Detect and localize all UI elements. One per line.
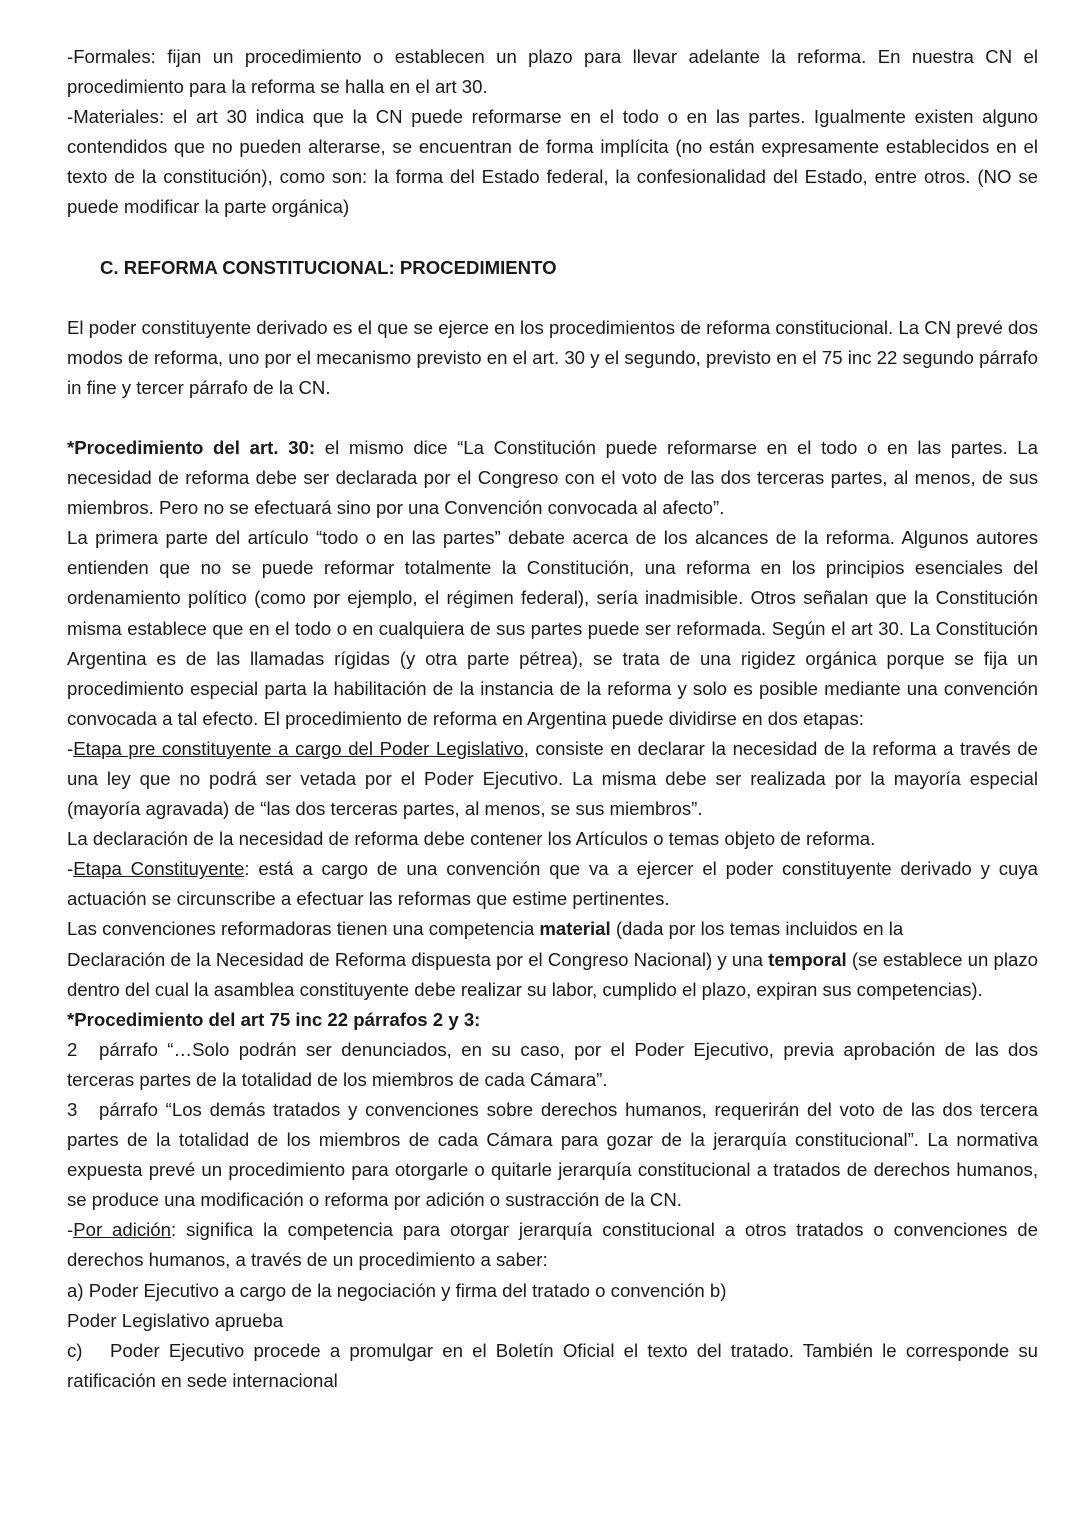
paragraph-etapa-constituyente: [67, 854, 1038, 914]
conv-temporal: temporal: [768, 948, 847, 970]
etapa-const-label: Etapa Constituyente: [73, 858, 245, 880]
parrafo-2-text: párrafo “…Solo podrán ser denunciados, en su caso, por el Poder Ejecutivo, previa aprobación de las dos terceras partes de la totalidad de los miembros de cada Cámara”.: [67, 1038, 1038, 1090]
paragraph-art30: [67, 433, 1038, 523]
list-item-a: a) Poder Ejecutivo a cargo de la negociación y firma del tratado o convención b): [67, 1279, 727, 1301]
paragraph-convenciones-rest: [67, 945, 1038, 1005]
art75-label: *Procedimiento del art 75 inc 22 párrafos 2 y 3:: [67, 1008, 481, 1030]
etapa-pre-label: Etapa pre constituyente a cargo del Poder Legislativo: [73, 737, 524, 759]
adicion-label: Por adición: [73, 1219, 171, 1241]
conv-text-4: (se establece un plazo dentro del cual la asamblea constituyente debe realizar su labor, cumplido el plazo, expiran sus competencias).: [67, 948, 1038, 1000]
parrafo-3-number: 3: [67, 1099, 78, 1120]
spacer: [67, 403, 1038, 433]
paragraph-intro: El poder constituyente derivado es el que se ejerce en los procedimientos de reforma constitucional. La CN prevé dos modos de reforma, uno por el mecanismo previsto en el art. 30 y el segundo, previsto en el 75 inc 22 segundo párrafo in fine y tercer párrafo de la CN.: [67, 316, 1038, 398]
paragraph-parrafo-3: [67, 1095, 1038, 1215]
paragraph-materiales: -Materiales: el art 30 indica que la CN puede reformarse en el todo o en las partes. Igualmente existen alguno contendidos que no pueden alterarse, se encuentran de forma implícita (no están expresamente establecidos en el texto de la constitución), como son: la forma del Estado federal, la confesionalidad del Estado, entre otros. (NO se puede modificar la parte orgánica): [67, 106, 1038, 218]
conv-material: material: [539, 918, 611, 940]
paragraph-art75-heading: [67, 1005, 1038, 1035]
paragraph-por-adicion: [67, 1215, 1038, 1275]
etapa-pre-text: , consiste en declarar la necesidad de la reforma a través de una ley que no podrá ser vetada por el Poder Ejecutivo. La misma debe ser realizada por la mayoría especial (mayoría agravada) de “las dos terceras partes, al menos, se sus miembros”.: [67, 737, 1038, 820]
art30-label: *Procedimiento del art. 30:: [67, 436, 316, 458]
adicion-text: : significa la competencia para otorgar jerarquía constitucional a otros tratados o convenciones de derechos humanos, a través de un procedimiento a saber:: [67, 1219, 1038, 1271]
paragraph-convenciones-line1: [67, 914, 1038, 944]
paragraph-primera-parte: La primera parte del artículo “todo o en las partes” debate acerca de los alcances de la reforma. Algunos autores entienden que no se puede reformar totalmente la Constitución, una reforma en los principios esenciales del ordenamiento político (como por ejemplo, el régimen federal), sería inadmisible. Otros señalan que la Constitución misma establece que en el todo o en cualquiera de sus partes puede ser reformada. Según el art 30. La Constitución Argentina es de las llamadas rígidas (y otra parte pétrea), se trata de una rigidez orgánica porque se fija un procedimiento especial parta la habilitación de la instancia de la reforma y solo es posible mediante una convención convocada a tal efecto. El procedimiento de reforma en Argentina puede dividirse en dos etapas:: [67, 527, 1038, 729]
section-heading-wrap: [67, 253, 1038, 283]
paragraph-parrafo-2: [67, 1035, 1038, 1095]
adicion-dash: -: [67, 1219, 74, 1241]
list-item-c: c) Poder Ejecutivo procede a promulgar en el Boletín Oficial el texto del tratado. También le corresponde su ratificación en sede internacional: [67, 1339, 1044, 1391]
conv-text-1: Las convenciones reformadoras tienen una competencia: [67, 918, 540, 940]
parrafo-3-text: párrafo “Los demás tratados y convenciones sobre derechos humanos, requerirán del voto de las dos tercera partes de la totalidad de los miembros de cada Cámara para gozar de la jerarquía constitucional”. La normativa expuesta prevé un procedimiento para otorgarle o quitarle jerarquía constitucional a tratados de derechos humanos, se produce una modificación o reforma por adición o sustracción de la CN.: [67, 1099, 1038, 1211]
paragraph-etapa-pre: [67, 734, 1038, 824]
section-heading-c: C. REFORMA CONSTITUCIONAL: PROCEDIMIENTO: [100, 256, 557, 278]
parrafo-2-number: 2: [67, 1038, 78, 1060]
etapa-pre-dash: -: [67, 737, 74, 759]
etapa-const-text: : está a cargo de una convención que va a ejercer el poder constituyente derivado y cuya actuación se circunscribe a efectuar las reformas que estime pertinentes.: [67, 858, 1038, 910]
art30-text: el mismo dice “La Constitución puede reformarse en el todo o en las partes. La necesidad de reforma debe ser declarada por el Congreso con el voto de las dos terceras partes, al menos, de sus miembros. Pero no se efectuará sino por una Convención convocada al afecto”.: [67, 436, 1038, 519]
paragraph-formales: -Formales: fijan un procedimiento o establecen un plazo para llevar adelante la reforma. En nuestra CN el procedimiento para la reforma se halla en el art 30.: [67, 46, 1038, 98]
conv-text-2: (dada por los temas incluidos en la: [610, 918, 904, 940]
etapa-const-dash: -: [67, 858, 74, 880]
conv-text-3: Declaración de la Necesidad de Reforma dispuesta por el Congreso Nacional) y una: [67, 948, 769, 970]
paragraph-declaracion: La declaración de la necesidad de reforma debe contener los Artículos o temas objeto de reforma.: [67, 828, 876, 850]
list-item-b: Poder Legislativo aprueba: [67, 1309, 284, 1331]
